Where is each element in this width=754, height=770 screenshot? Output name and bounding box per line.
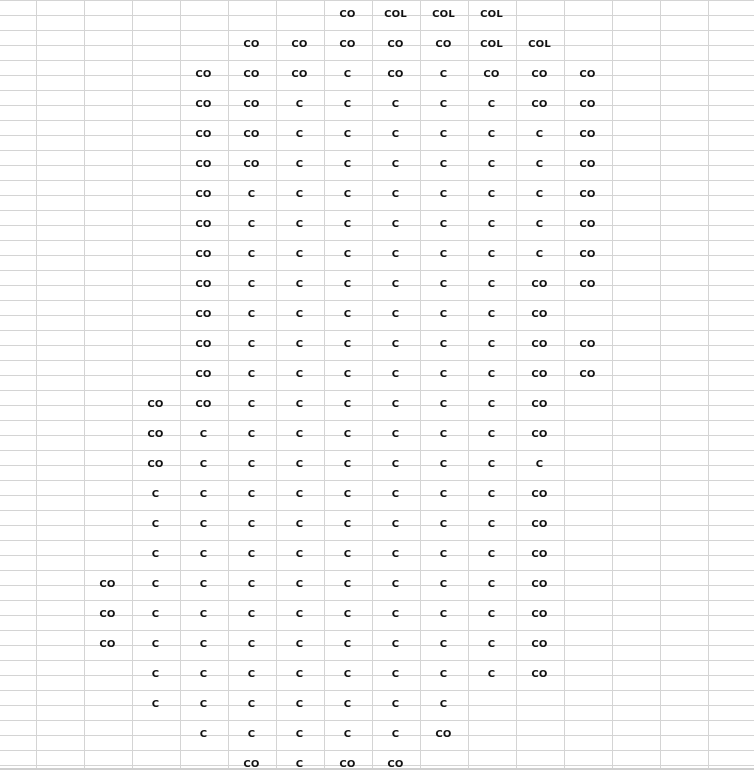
cell-r14-c5[interactable]: C: [295, 399, 304, 410]
cell-r23-c9[interactable]: C: [487, 669, 496, 680]
cell-r15-c7[interactable]: C: [391, 429, 400, 440]
cell-r6-c11[interactable]: CO: [579, 159, 596, 170]
cell-r9-c11[interactable]: CO: [579, 249, 596, 260]
cell-r21-c8[interactable]: C: [439, 609, 448, 620]
cell-r5-c4[interactable]: CO: [243, 129, 260, 140]
cell-r15-c9[interactable]: C: [487, 429, 496, 440]
cell-r3-c7[interactable]: CO: [387, 69, 404, 80]
cell-r20-c6[interactable]: C: [343, 579, 352, 590]
cell-r4-c10[interactable]: CO: [531, 99, 548, 110]
cell-r16-c9[interactable]: C: [487, 459, 496, 470]
cell-r24-c6[interactable]: C: [343, 699, 352, 710]
cell-r20-c5[interactable]: C: [295, 579, 304, 590]
cell-r6-c7[interactable]: C: [391, 159, 400, 170]
cell-r5-c8[interactable]: C: [439, 129, 448, 140]
cell-r22-c8[interactable]: C: [439, 639, 448, 650]
cell-r18-c3[interactable]: C: [199, 519, 208, 530]
cell-r13-c6[interactable]: C: [343, 369, 352, 380]
cell-r17-c7[interactable]: C: [391, 489, 400, 500]
cell-r13-c9[interactable]: C: [487, 369, 496, 380]
cell-r1-c7[interactable]: COL: [384, 9, 407, 20]
cell-r24-c4[interactable]: C: [247, 699, 256, 710]
cell-r18-c7[interactable]: C: [391, 519, 400, 530]
cell-r24-c5[interactable]: C: [295, 699, 304, 710]
cell-r8-c7[interactable]: C: [391, 219, 400, 230]
cell-r18-c6[interactable]: C: [343, 519, 352, 530]
cell-r21-c10[interactable]: CO: [531, 609, 548, 620]
cell-r9-c8[interactable]: C: [439, 249, 448, 260]
cell-r14-c6[interactable]: C: [343, 399, 352, 410]
cell-r25-c4[interactable]: C: [247, 729, 256, 740]
cell-r18-c10[interactable]: CO: [531, 519, 548, 530]
cell-r8-c3[interactable]: CO: [195, 219, 212, 230]
cell-r14-c8[interactable]: C: [439, 399, 448, 410]
cell-r16-c10[interactable]: C: [535, 459, 544, 470]
cell-r7-c5[interactable]: C: [295, 189, 304, 200]
cell-r11-c5[interactable]: C: [295, 309, 304, 320]
cell-r25-c7[interactable]: C: [391, 729, 400, 740]
cell-r23-c8[interactable]: C: [439, 669, 448, 680]
cell-r10-c10[interactable]: CO: [531, 279, 548, 290]
cell-r6-c6[interactable]: C: [343, 159, 352, 170]
cell-r17-c5[interactable]: C: [295, 489, 304, 500]
cell-r10-c8[interactable]: C: [439, 279, 448, 290]
cell-r7-c4[interactable]: C: [247, 189, 256, 200]
cell-r20-c4[interactable]: C: [247, 579, 256, 590]
cell-r17-c2[interactable]: C: [151, 489, 160, 500]
cell-r11-c8[interactable]: C: [439, 309, 448, 320]
cell-r20-c1[interactable]: CO: [99, 579, 116, 590]
cell-r12-c10[interactable]: CO: [531, 339, 548, 350]
cell-r6-c10[interactable]: C: [535, 159, 544, 170]
cell-r4-c5[interactable]: C: [295, 99, 304, 110]
cell-r15-c4[interactable]: C: [247, 429, 256, 440]
cell-r14-c4[interactable]: C: [247, 399, 256, 410]
cell-r6-c4[interactable]: CO: [243, 159, 260, 170]
cell-r14-c10[interactable]: CO: [531, 399, 548, 410]
cell-r5-c3[interactable]: CO: [195, 129, 212, 140]
cell-r26-c4[interactable]: CO: [243, 759, 260, 770]
cell-r5-c7[interactable]: C: [391, 129, 400, 140]
cell-r3-c10[interactable]: CO: [531, 69, 548, 80]
cell-r10-c7[interactable]: C: [391, 279, 400, 290]
cell-r19-c2[interactable]: C: [151, 549, 160, 560]
cell-r9-c9[interactable]: C: [487, 249, 496, 260]
cell-r17-c10[interactable]: CO: [531, 489, 548, 500]
cell-r10-c3[interactable]: CO: [195, 279, 212, 290]
cell-r4-c7[interactable]: C: [391, 99, 400, 110]
cell-r12-c3[interactable]: CO: [195, 339, 212, 350]
cell-r2-c10[interactable]: COL: [528, 39, 551, 50]
cell-r11-c7[interactable]: C: [391, 309, 400, 320]
cell-r22-c6[interactable]: C: [343, 639, 352, 650]
cell-r7-c6[interactable]: C: [343, 189, 352, 200]
cell-r6-c9[interactable]: C: [487, 159, 496, 170]
cell-r2-c7[interactable]: CO: [387, 39, 404, 50]
cell-r22-c9[interactable]: C: [487, 639, 496, 650]
cell-r23-c7[interactable]: C: [391, 669, 400, 680]
cell-r10-c6[interactable]: C: [343, 279, 352, 290]
cell-r21-c9[interactable]: C: [487, 609, 496, 620]
cell-r6-c5[interactable]: C: [295, 159, 304, 170]
cell-r15-c3[interactable]: C: [199, 429, 208, 440]
cell-r18-c5[interactable]: C: [295, 519, 304, 530]
cell-r22-c10[interactable]: CO: [531, 639, 548, 650]
cell-r12-c4[interactable]: C: [247, 339, 256, 350]
cell-r15-c2[interactable]: CO: [147, 429, 164, 440]
cell-r20-c7[interactable]: C: [391, 579, 400, 590]
cell-r13-c7[interactable]: C: [391, 369, 400, 380]
cell-r19-c8[interactable]: C: [439, 549, 448, 560]
cell-r13-c10[interactable]: CO: [531, 369, 548, 380]
cell-r8-c4[interactable]: C: [247, 219, 256, 230]
cell-r1-c9[interactable]: COL: [480, 9, 503, 20]
cell-r8-c10[interactable]: C: [535, 219, 544, 230]
cell-r13-c11[interactable]: CO: [579, 369, 596, 380]
cell-r14-c7[interactable]: C: [391, 399, 400, 410]
cell-r11-c6[interactable]: C: [343, 309, 352, 320]
cell-r5-c9[interactable]: C: [487, 129, 496, 140]
cell-r7-c7[interactable]: C: [391, 189, 400, 200]
cell-r9-c10[interactable]: C: [535, 249, 544, 260]
cell-r18-c2[interactable]: C: [151, 519, 160, 530]
cell-r3-c6[interactable]: C: [343, 69, 352, 80]
cell-r18-c8[interactable]: C: [439, 519, 448, 530]
cell-r20-c10[interactable]: CO: [531, 579, 548, 590]
cell-r20-c9[interactable]: C: [487, 579, 496, 590]
cell-r20-c3[interactable]: C: [199, 579, 208, 590]
cell-r23-c10[interactable]: CO: [531, 669, 548, 680]
cell-r19-c9[interactable]: C: [487, 549, 496, 560]
cell-r23-c6[interactable]: C: [343, 669, 352, 680]
cell-r17-c4[interactable]: C: [247, 489, 256, 500]
cell-r14-c9[interactable]: C: [487, 399, 496, 410]
cell-r16-c3[interactable]: C: [199, 459, 208, 470]
cell-r25-c3[interactable]: C: [199, 729, 208, 740]
cell-r16-c8[interactable]: C: [439, 459, 448, 470]
cell-r19-c4[interactable]: C: [247, 549, 256, 560]
cell-r22-c5[interactable]: C: [295, 639, 304, 650]
cell-r14-c3[interactable]: CO: [195, 399, 212, 410]
cell-r9-c7[interactable]: C: [391, 249, 400, 260]
cell-r18-c9[interactable]: C: [487, 519, 496, 530]
cell-r14-c2[interactable]: CO: [147, 399, 164, 410]
cell-r4-c9[interactable]: C: [487, 99, 496, 110]
cell-r19-c10[interactable]: CO: [531, 549, 548, 560]
cell-r5-c11[interactable]: CO: [579, 129, 596, 140]
cell-r3-c3[interactable]: CO: [195, 69, 212, 80]
cell-r4-c6[interactable]: C: [343, 99, 352, 110]
cell-r9-c3[interactable]: CO: [195, 249, 212, 260]
cell-r11-c9[interactable]: C: [487, 309, 496, 320]
cell-r24-c8[interactable]: C: [439, 699, 448, 710]
cell-r2-c5[interactable]: CO: [291, 39, 308, 50]
cell-r7-c10[interactable]: C: [535, 189, 544, 200]
cell-r4-c8[interactable]: C: [439, 99, 448, 110]
cell-r19-c6[interactable]: C: [343, 549, 352, 560]
cell-r8-c9[interactable]: C: [487, 219, 496, 230]
cell-r25-c5[interactable]: C: [295, 729, 304, 740]
cell-r26-c5[interactable]: C: [295, 759, 304, 770]
cell-r5-c10[interactable]: C: [535, 129, 544, 140]
cell-r21-c6[interactable]: C: [343, 609, 352, 620]
cell-r12-c7[interactable]: C: [391, 339, 400, 350]
cell-r1-c6[interactable]: CO: [339, 9, 356, 20]
cell-r3-c11[interactable]: CO: [579, 69, 596, 80]
cell-r22-c4[interactable]: C: [247, 639, 256, 650]
cell-r13-c5[interactable]: C: [295, 369, 304, 380]
cell-r11-c10[interactable]: CO: [531, 309, 548, 320]
cell-r24-c2[interactable]: C: [151, 699, 160, 710]
cell-r12-c5[interactable]: C: [295, 339, 304, 350]
cell-r25-c6[interactable]: C: [343, 729, 352, 740]
cell-r22-c1[interactable]: CO: [99, 639, 116, 650]
cell-r9-c5[interactable]: C: [295, 249, 304, 260]
cell-r10-c5[interactable]: C: [295, 279, 304, 290]
cell-r12-c8[interactable]: C: [439, 339, 448, 350]
cell-r2-c9[interactable]: COL: [480, 39, 503, 50]
cell-r24-c3[interactable]: C: [199, 699, 208, 710]
cell-r10-c11[interactable]: CO: [579, 279, 596, 290]
cell-r22-c3[interactable]: C: [199, 639, 208, 650]
cell-r16-c7[interactable]: C: [391, 459, 400, 470]
cell-r19-c5[interactable]: C: [295, 549, 304, 560]
cell-r13-c3[interactable]: CO: [195, 369, 212, 380]
cell-r25-c8[interactable]: CO: [435, 729, 452, 740]
cell-r17-c6[interactable]: C: [343, 489, 352, 500]
cell-r2-c4[interactable]: CO: [243, 39, 260, 50]
cell-r18-c4[interactable]: C: [247, 519, 256, 530]
cell-r8-c8[interactable]: C: [439, 219, 448, 230]
cell-r7-c11[interactable]: CO: [579, 189, 596, 200]
cell-r15-c5[interactable]: C: [295, 429, 304, 440]
cell-r3-c4[interactable]: CO: [243, 69, 260, 80]
cell-r16-c4[interactable]: C: [247, 459, 256, 470]
cell-r26-c6[interactable]: CO: [339, 759, 356, 770]
cell-r23-c3[interactable]: C: [199, 669, 208, 680]
cell-r13-c4[interactable]: C: [247, 369, 256, 380]
cell-r21-c4[interactable]: C: [247, 609, 256, 620]
cell-r17-c9[interactable]: C: [487, 489, 496, 500]
cell-r20-c2[interactable]: C: [151, 579, 160, 590]
cell-r26-c7[interactable]: CO: [387, 759, 404, 770]
cell-r8-c6[interactable]: C: [343, 219, 352, 230]
cell-r7-c3[interactable]: CO: [195, 189, 212, 200]
cell-r3-c8[interactable]: C: [439, 69, 448, 80]
cell-r3-c5[interactable]: CO: [291, 69, 308, 80]
cell-r17-c8[interactable]: C: [439, 489, 448, 500]
cell-r12-c11[interactable]: CO: [579, 339, 596, 350]
cell-r21-c5[interactable]: C: [295, 609, 304, 620]
cell-r21-c2[interactable]: C: [151, 609, 160, 620]
cell-r20-c8[interactable]: C: [439, 579, 448, 590]
cell-r5-c5[interactable]: C: [295, 129, 304, 140]
cell-r15-c10[interactable]: CO: [531, 429, 548, 440]
cell-r8-c5[interactable]: C: [295, 219, 304, 230]
cell-r12-c9[interactable]: C: [487, 339, 496, 350]
cell-r6-c8[interactable]: C: [439, 159, 448, 170]
cell-r15-c6[interactable]: C: [343, 429, 352, 440]
cell-r2-c8[interactable]: CO: [435, 39, 452, 50]
cell-r2-c6[interactable]: CO: [339, 39, 356, 50]
cell-r23-c5[interactable]: C: [295, 669, 304, 680]
cell-r22-c7[interactable]: C: [391, 639, 400, 650]
cell-r7-c8[interactable]: C: [439, 189, 448, 200]
cell-r10-c4[interactable]: C: [247, 279, 256, 290]
cell-r4-c4[interactable]: CO: [243, 99, 260, 110]
cell-r23-c2[interactable]: C: [151, 669, 160, 680]
cell-r7-c9[interactable]: C: [487, 189, 496, 200]
cell-r15-c8[interactable]: C: [439, 429, 448, 440]
cell-r21-c7[interactable]: C: [391, 609, 400, 620]
cell-r19-c3[interactable]: C: [199, 549, 208, 560]
cell-r4-c11[interactable]: CO: [579, 99, 596, 110]
cell-r17-c3[interactable]: C: [199, 489, 208, 500]
cell-r9-c4[interactable]: C: [247, 249, 256, 260]
cell-r12-c6[interactable]: C: [343, 339, 352, 350]
cell-r3-c9[interactable]: CO: [483, 69, 500, 80]
cell-r16-c6[interactable]: C: [343, 459, 352, 470]
cell-r11-c3[interactable]: CO: [195, 309, 212, 320]
cell-r13-c8[interactable]: C: [439, 369, 448, 380]
cell-r11-c4[interactable]: C: [247, 309, 256, 320]
cell-r23-c4[interactable]: C: [247, 669, 256, 680]
cell-r8-c11[interactable]: CO: [579, 219, 596, 230]
cell-r4-c3[interactable]: CO: [195, 99, 212, 110]
cell-r5-c6[interactable]: C: [343, 129, 352, 140]
cell-r21-c3[interactable]: C: [199, 609, 208, 620]
cell-r9-c6[interactable]: C: [343, 249, 352, 260]
cell-r16-c5[interactable]: C: [295, 459, 304, 470]
cell-r19-c7[interactable]: C: [391, 549, 400, 560]
cell-r16-c2[interactable]: CO: [147, 459, 164, 470]
cell-r10-c9[interactable]: C: [487, 279, 496, 290]
cell-r1-c8[interactable]: COL: [432, 9, 455, 20]
cell-r6-c3[interactable]: CO: [195, 159, 212, 170]
cell-r24-c7[interactable]: C: [391, 699, 400, 710]
cell-r21-c1[interactable]: CO: [99, 609, 116, 620]
cell-r22-c2[interactable]: C: [151, 639, 160, 650]
